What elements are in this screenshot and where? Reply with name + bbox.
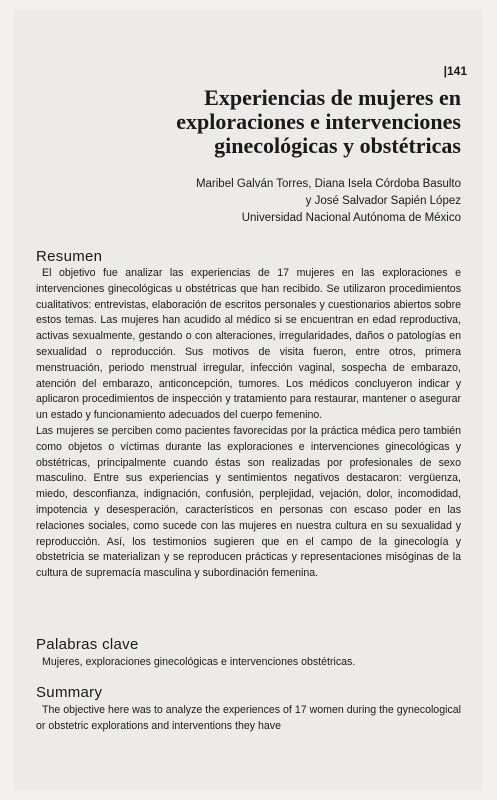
title-line: exploraciones e intervenciones bbox=[176, 109, 461, 134]
palabras-clave-body bbox=[36, 655, 461, 671]
affiliation: Universidad Nacional Autónoma de México bbox=[241, 212, 461, 224]
resumen-paragraph: El objetivo fue analizar las experiencias de 17 mujeres en las exploraciones e intervenciones ginecológicas u obstétricas que han recibido. Se utilizaron procedimientos cualitativos: entrevistas, elaboración de escritos personales y cuestionarios abiertos sobre estos temas. Las mujeres han acudido al médico si se encuentran en edad reproductiva, activas sexualmente, gestando o con alteraciones, irregularidades, daños o patologías en sexualidad o reproducción. Sus motivos de visita fueron, entre otros, primera menstruación, periodo menstrual irregular, infección vaginal, sospecha de embarazo, atención del embarazo, anticoncepción, tumores. Los médicos concluyeron indicar y aplicaron procedimientos de inspección y tratamiento para restaurar, mantener o asegurar un estado y funcionamiento adecuados del cuerpo femenino. bbox=[36, 267, 461, 422]
resumen-body bbox=[36, 266, 461, 582]
resumen-paragraph: Las mujeres se perciben como pacientes favorecidas por la práctica médica pero también como objetos o víctimas durante las exploraciones e intervenciones ginecológicas y obstétricas, principalmente cuando éstas son realizadas por profesionales de sexo masculino. Entre sus experiencias y sentimientos negativos destacaron: vergüenza, miedo, desconfianza, indignación, confusión, perplejidad, vejación, dolor, incomodidad, impotencia y desesperación, característicos en personas con escaso poder en las relaciones sociales, como sucede con las mujeres en nuestra cultura en su sexualidad y reproducción. Así, los testimonios sugieren que en el campo de la ginecología y obstetricia se materializan y se reproducen prácticas y representaciones misóginas de la cultura de supremacía masculina y subordinación femenina. bbox=[36, 424, 461, 580]
chapter-title bbox=[90, 86, 461, 158]
palabras-clave-heading: Palabras clave bbox=[36, 636, 139, 653]
summary-text: The objective here was to analyze the experiences of 17 women during the gynecological or obstetric explorations and interventions they have bbox=[36, 704, 461, 732]
keywords-text: Mujeres, exploraciones ginecológicas e intervenciones obstétricas. bbox=[42, 656, 356, 668]
author-line: Maribel Galván Torres, Diana Isela Córdoba Basulto bbox=[195, 178, 461, 190]
resumen-heading: Resumen bbox=[36, 248, 103, 265]
summary-body bbox=[36, 703, 461, 735]
author-line: y José Salvador Sapién López bbox=[305, 195, 461, 207]
author-block bbox=[121, 176, 461, 227]
page-number: |141 bbox=[443, 64, 467, 78]
title-line: Experiencias de mujeres en bbox=[204, 85, 461, 110]
summary-heading: Summary bbox=[36, 684, 103, 701]
title-line: ginecológicas y obstétricas bbox=[214, 133, 461, 158]
